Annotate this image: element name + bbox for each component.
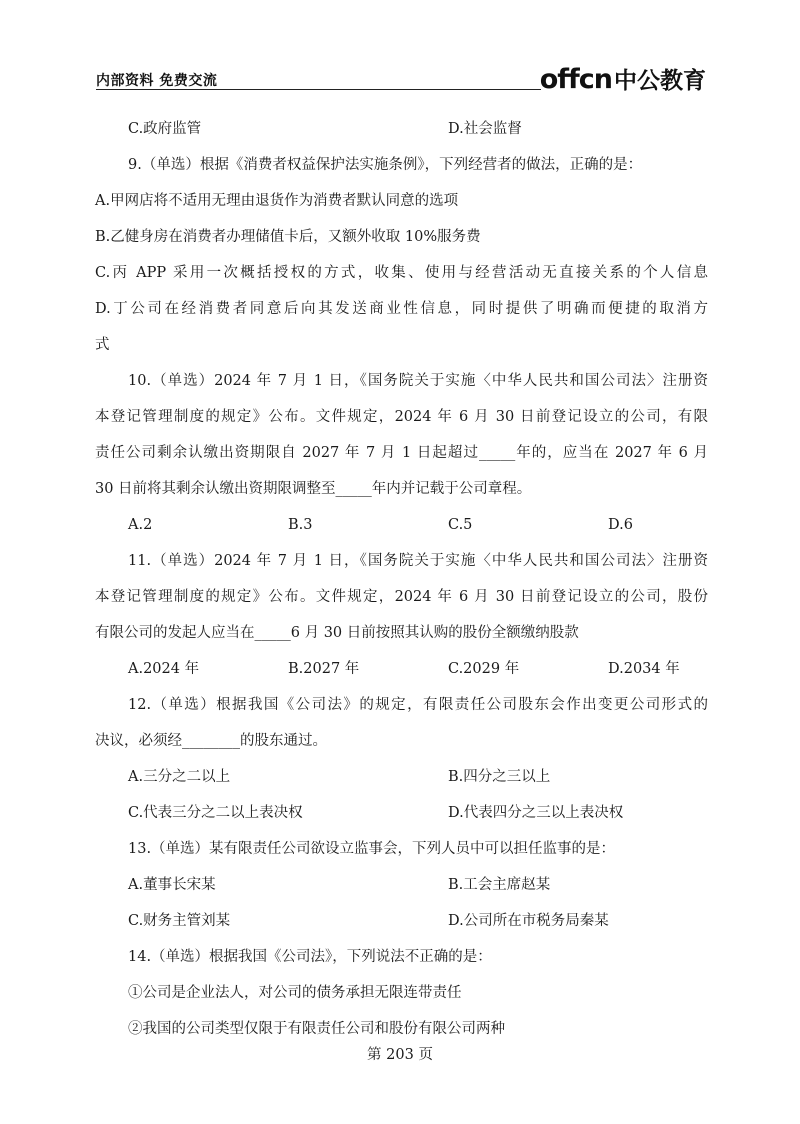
question-13-stem: 13.（单选）某有限责任公司欲设立监事会，下列人员中可以担任监事的是： [128, 841, 616, 857]
option-b: B.四分之三以上 [448, 769, 551, 785]
option-a: A.2 [128, 517, 153, 533]
question-12-line1: 12.（单选）根据我国《公司法》的规定，有限责任公司股东会作出变更公司形式的 [128, 697, 708, 713]
question-14-statement-1: ①公司是企业法人，对公司的债务承担无限连带责任 [128, 985, 462, 1001]
question-9-stem: 9.（单选）根据《消费者权益保护法实施条例》，下列经营者的做法，正确的是： [128, 157, 643, 173]
header-rule [96, 89, 541, 90]
logo-cn: 中公教育 [614, 68, 706, 94]
question-14-statement-2: ②我国的公司类型仅限于有限责任公司和股份有限公司两种 [128, 1021, 505, 1037]
question-9-option-d-line2: 式 [95, 337, 110, 353]
header-left-text: 内部资料 免费交流 [96, 73, 218, 89]
page-number: 第 203 页 [367, 1047, 433, 1063]
question-10-line2: 本登记管理制度的规定》公布。文件规定，2024 年 6 月 30 日前登记设立的公司，有限 [95, 409, 708, 425]
question-11-line1: 11.（单选）2024 年 7 月 1 日，《国务院关于实施〈中华人民共和国公司法〉注册资 [128, 553, 708, 569]
option-d: D.代表四分之三以上表决权 [448, 805, 624, 821]
option-b: B.工会主席赵某 [448, 877, 551, 893]
option-a: A.董事长宋某 [128, 877, 216, 893]
question-12-options-row1 [128, 765, 708, 789]
question-10-line3: 责任公司剩余认缴出资期限自 2027 年 7 月 1 日起超过_____年的，应当在 2027 年 6 月 [95, 445, 708, 461]
option-c: C.财务主管刘某 [128, 913, 231, 929]
option-a: A.2024 年 [128, 661, 200, 677]
option-c: C.2029 年 [448, 661, 520, 677]
question-13-options-row1 [128, 873, 708, 897]
question-11-options [128, 657, 708, 681]
question-11-line3: 有限公司的发起人应当在_____6 月 30 日前按照其认购的股份全额缴纳股款 [95, 625, 579, 641]
page-header [96, 64, 706, 94]
question-10-options [128, 513, 708, 537]
question-9-option-d-line1: D.丁公司在经消费者同意后向其发送商业性信息，同时提供了明确而便捷的取消方 [95, 301, 708, 317]
question-10-line4: 30 日前将其剩余认缴出资期限调整至_____年内并记载于公司章程。 [95, 481, 532, 497]
option-c: C.代表三分之二以上表决权 [128, 805, 303, 821]
option-d: D.6 [608, 517, 633, 533]
option-d: D.公司所在市税务局秦某 [448, 913, 609, 929]
question-9-option-b: B.乙健身房在消费者办理储值卡后，又额外收取 10%服务费 [95, 229, 481, 245]
question-12-line2: 决议，必须经________的股东通过。 [95, 733, 327, 749]
option-d: D.社会监督 [448, 121, 522, 137]
question-11-line2: 本登记管理制度的规定》公布。文件规定，2024 年 6 月 30 日前登记设立的公司，股份 [95, 589, 708, 605]
offcn-logo [540, 62, 706, 95]
option-a: A.三分之二以上 [128, 769, 231, 785]
question-9-option-a: A.甲网店将不适用无理由退货作为消费者默认同意的选项 [95, 193, 459, 209]
question-9-option-c: C.丙 APP 采用一次概括授权的方式，收集、使用与经营活动无直接关系的个人信息 [95, 265, 708, 281]
logo-brand: offcn [539, 64, 612, 95]
question-10-line1: 10.（单选）2024 年 7 月 1 日，《国务院关于实施〈中华人民共和国公司法〉注册资 [128, 373, 708, 389]
question-14-stem: 14.（单选）根据我国《公司法》，下列说法不正确的是： [128, 949, 492, 965]
question-12-options-row2 [128, 801, 708, 825]
option-b: B.2027 年 [288, 661, 360, 677]
option-d: D.2034 年 [608, 661, 680, 677]
question-13-options-row2 [128, 909, 708, 933]
option-b: B.3 [288, 517, 313, 533]
option-c: C.5 [448, 517, 473, 533]
option-row [128, 117, 708, 141]
option-c: C.政府监管 [128, 121, 202, 137]
